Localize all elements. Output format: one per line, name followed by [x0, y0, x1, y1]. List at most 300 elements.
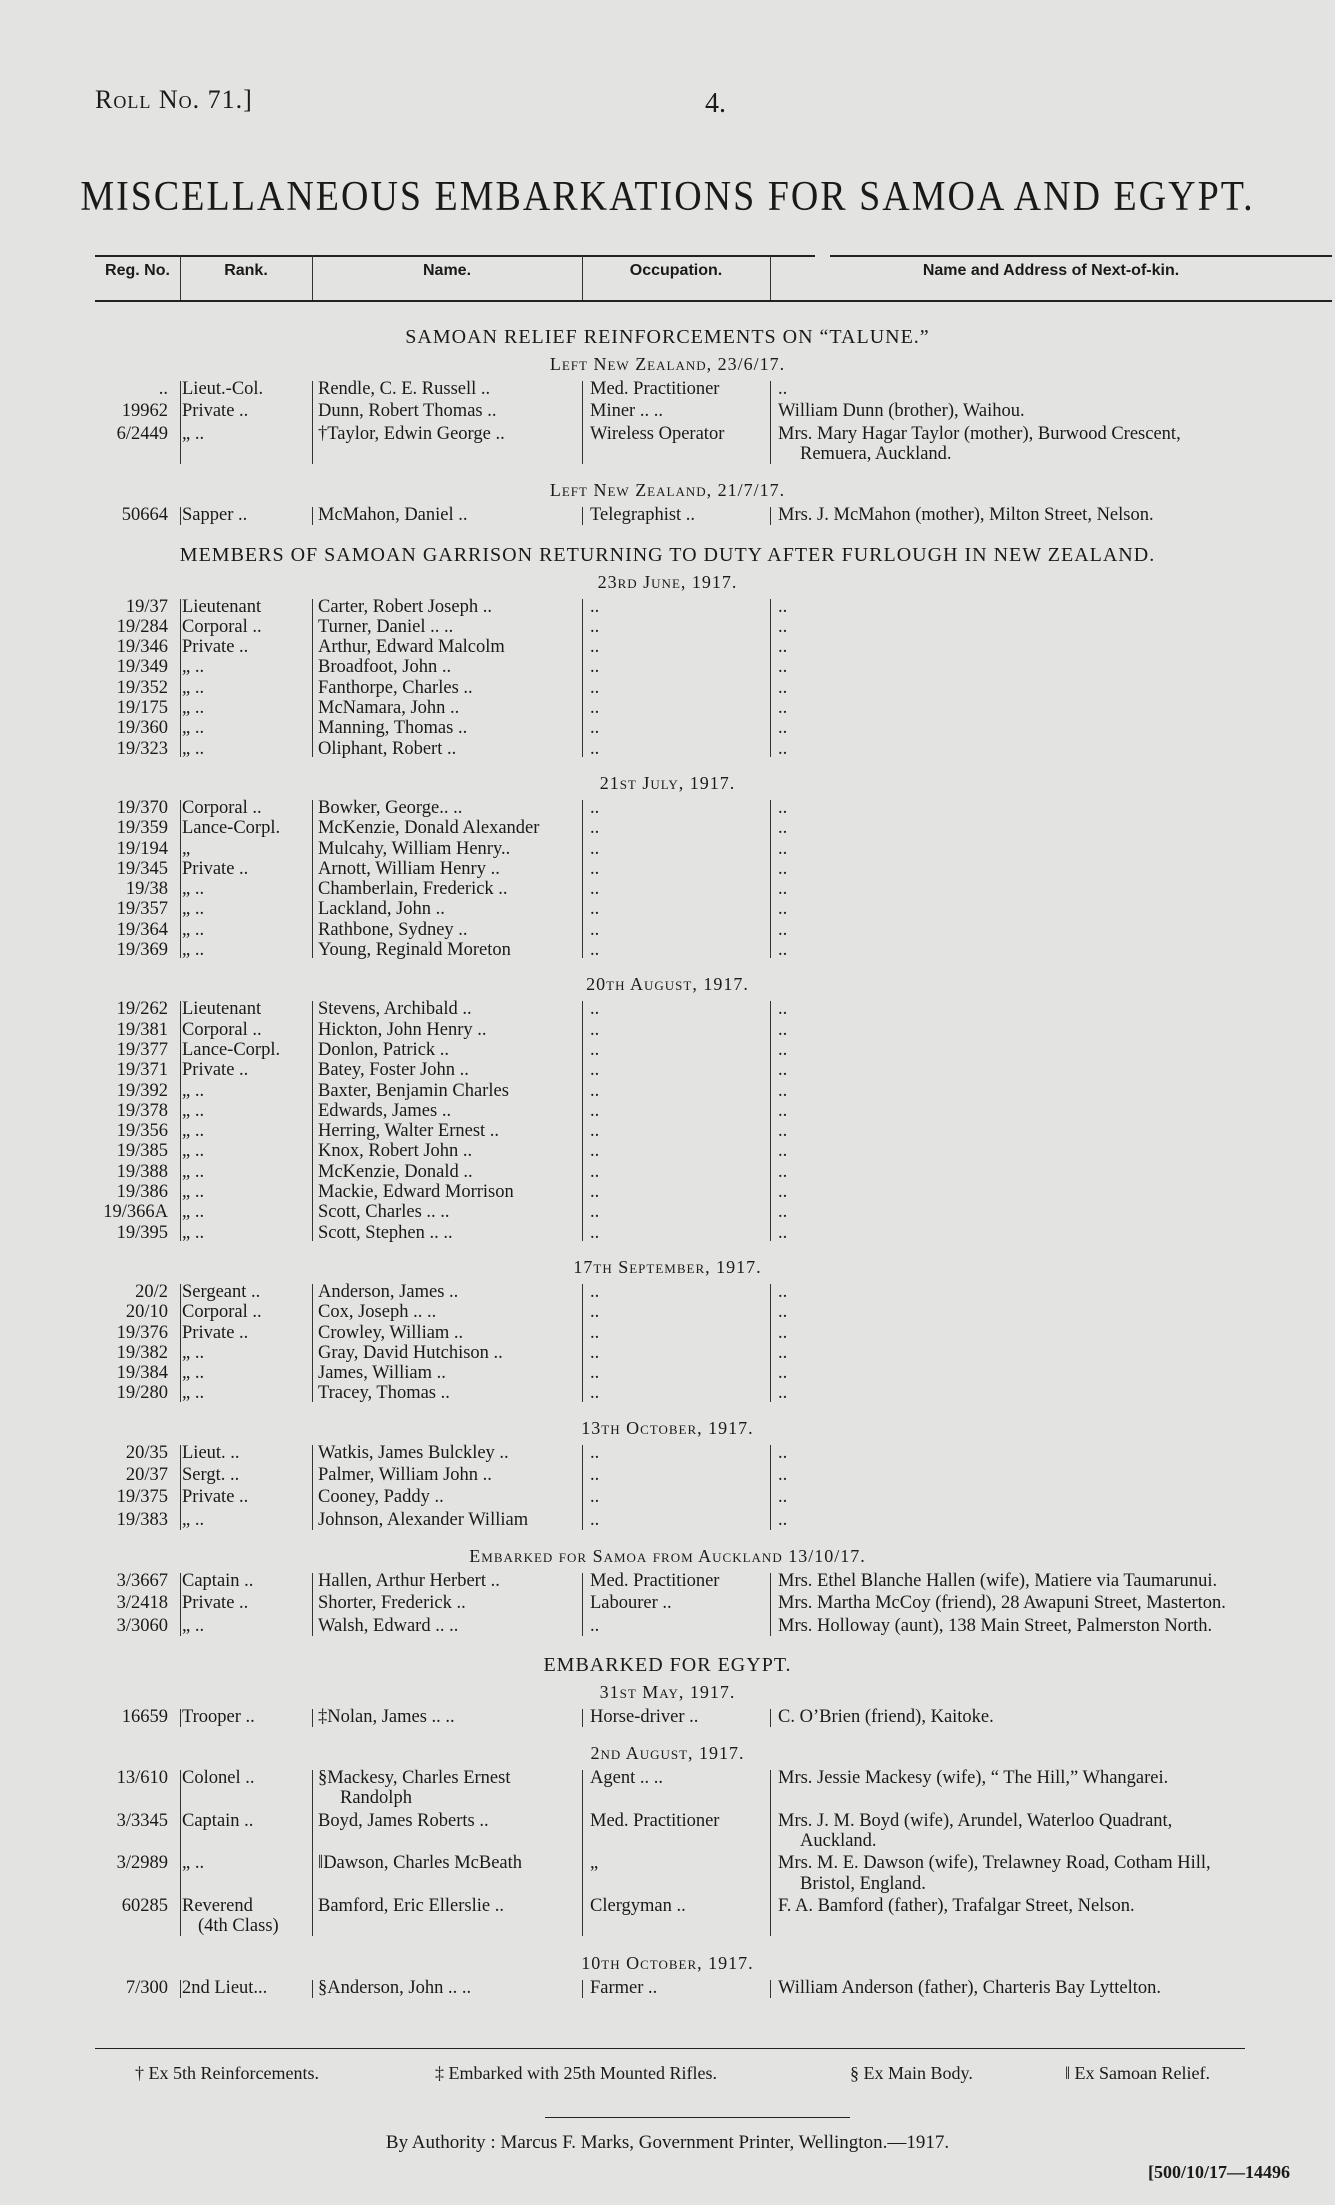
next-of-kin: ..	[778, 677, 788, 698]
next-of-kin: ..	[778, 379, 788, 399]
rank: „ ..	[182, 940, 205, 960]
reg-number: 19/371	[116, 1060, 168, 1081]
next-of-kin: ..	[778, 879, 788, 900]
column-divider	[180, 1770, 181, 1936]
column-header-name: Name.	[422, 262, 472, 279]
occupation: ..	[590, 1302, 600, 1323]
reg-number: 19/375	[116, 1487, 168, 1508]
column-header-reg-no: Reg. No.	[105, 262, 170, 279]
reg-number: 3/3060	[116, 1615, 168, 1636]
occupation: ..	[590, 919, 600, 940]
soldier-name: Chamberlain, Frederick ..	[318, 879, 508, 900]
reg-number: 7/300	[125, 1977, 168, 1998]
occupation: ..	[590, 1202, 600, 1223]
reg-number: 13/610	[116, 1768, 168, 1789]
date-subheading: Left New Zealand, 23/6/17.	[549, 354, 786, 374]
soldier-name: Young, Reginald Moreton	[318, 940, 511, 960]
next-of-kin: ..	[778, 1182, 788, 1202]
rank: Private ..	[182, 637, 249, 658]
column-divider	[582, 1980, 583, 1998]
rank: Captain ..	[182, 1570, 254, 1591]
column-divider	[582, 1770, 583, 1936]
soldier-name: Hallen, Arthur Herbert ..	[318, 1570, 500, 1591]
occupation: ..	[590, 1080, 600, 1101]
column-divider	[770, 1770, 771, 1936]
reg-number: 19/378	[116, 1100, 168, 1121]
rank: „ ..	[182, 698, 205, 718]
soldier-name: Crowley, William ..	[318, 1322, 464, 1343]
next-of-kin: C. O’Brien (friend), Kaitoke.	[778, 1706, 994, 1727]
rank: „ ..	[182, 677, 205, 698]
next-of-kin: F. A. Bamford (father), Trafalgar Street, Nelson.	[778, 1895, 1135, 1916]
occupation: ..	[590, 1342, 600, 1363]
section-heading: MEMBERS OF SAMOAN GARRISON RETURNING TO DUTY AFTER FURLOUGH IN NEW ZEALAND.	[179, 543, 1156, 566]
occupation: Telegraphist ..	[590, 505, 696, 526]
reg-number: 19/366A	[103, 1202, 168, 1223]
column-divider	[180, 1709, 181, 1727]
column-divider	[770, 1445, 771, 1530]
soldier-name: Manning, Thomas ..	[318, 718, 468, 739]
page-number: 4.	[705, 88, 726, 119]
reg-number: 19/392	[116, 1080, 168, 1101]
next-of-kin: ..	[778, 1442, 788, 1463]
rank: „ ..	[182, 1363, 205, 1384]
next-of-kin: ..	[778, 1080, 788, 1101]
soldier-name: Herring, Walter Ernest ..	[318, 1121, 500, 1142]
column-divider	[770, 507, 771, 525]
next-of-kin: ..	[778, 616, 788, 637]
soldier-name: Gray, David Hutchison ..	[318, 1342, 503, 1363]
occupation: ..	[590, 879, 600, 900]
column-divider	[312, 1980, 313, 1998]
soldier-name: Mulcahy, William Henry..	[318, 838, 511, 859]
soldier-name: Scott, Stephen .. ..	[318, 1222, 453, 1243]
soldier-name: Stevens, Archibald ..	[318, 999, 472, 1020]
occupation: ..	[590, 1487, 600, 1508]
next-of-kin: Mrs. J. M. Boyd (wife), Arundel, Waterloo Quadrant,	[778, 1810, 1173, 1831]
soldier-name: Lackland, John ..	[318, 899, 445, 920]
soldier-name: Cox, Joseph .. ..	[318, 1302, 437, 1323]
next-of-kin: ..	[778, 1487, 788, 1508]
column-divider	[770, 1001, 771, 1241]
column-divider	[180, 1284, 181, 1402]
column-divider	[312, 599, 313, 757]
soldier-name: †Taylor, Edwin George ..	[318, 423, 505, 444]
next-of-kin: ..	[778, 1202, 788, 1223]
soldier-name: Fanthorpe, Charles ..	[318, 677, 473, 698]
next-of-kin: ..	[778, 1100, 788, 1121]
date-subheading: 10th October, 1917.	[581, 1952, 754, 1973]
rank: Lieut.-Col.	[182, 379, 264, 399]
column-divider	[312, 1001, 313, 1241]
column-divider	[582, 800, 583, 958]
rank: „ ..	[182, 1222, 205, 1243]
reg-number: 20/2	[135, 1281, 168, 1302]
occupation: ..	[590, 1509, 600, 1530]
soldier-name: Tracey, Thomas ..	[318, 1383, 450, 1404]
soldier-name-continued: Randolph	[340, 1788, 412, 1809]
occupation: ..	[590, 657, 600, 678]
soldier-name: Carter, Robert Joseph ..	[318, 596, 492, 617]
date-subheading: 23rd June, 1917.	[597, 571, 738, 592]
soldier-name: Cooney, Paddy ..	[318, 1487, 444, 1508]
footnote-25th-mounted-rifles: ‡ Embarked with 25th Mounted Rifles.	[435, 2063, 717, 2083]
rank: „ ..	[182, 1141, 205, 1162]
reg-number: 50664	[121, 505, 168, 526]
next-of-kin: ..	[778, 1141, 788, 1162]
soldier-name: Dunn, Robert Thomas ..	[318, 401, 497, 422]
reg-number: 19/383	[116, 1509, 168, 1530]
soldier-name: Rendle, C. E. Russell ..	[318, 379, 491, 399]
occupation: ..	[590, 818, 600, 839]
roll-number: Roll No. 71.]	[95, 85, 253, 114]
occupation: ..	[590, 999, 600, 1020]
rank: Sapper ..	[182, 505, 248, 526]
rank: Captain ..	[182, 1810, 254, 1831]
rank: „ ..	[182, 1342, 205, 1363]
date-subheading: 20th August, 1917.	[586, 974, 749, 995]
next-of-kin: ..	[778, 1161, 788, 1182]
next-of-kin: ..	[778, 899, 788, 920]
next-of-kin: ..	[778, 940, 788, 960]
occupation: Horse-driver ..	[590, 1706, 699, 1727]
reg-number: ..	[158, 379, 168, 399]
column-divider	[312, 1284, 313, 1402]
soldier-name: Johnson, Alexander William	[318, 1509, 529, 1530]
rank: Lieut. ..	[182, 1442, 240, 1463]
soldier-name: ‡Nolan, James .. ..	[318, 1706, 455, 1727]
soldier-name: Donlon, Patrick ..	[318, 1039, 450, 1060]
soldier-name: James, William ..	[318, 1363, 446, 1384]
occupation: ..	[590, 1322, 600, 1343]
reg-number: 19/194	[116, 838, 168, 859]
column-divider	[180, 800, 181, 958]
rank: Private ..	[182, 1322, 249, 1343]
column-divider	[770, 800, 771, 958]
soldier-name: §Mackesy, Charles Ernest	[318, 1768, 511, 1789]
reg-number: 19962	[121, 401, 168, 422]
reg-number: 6/2449	[116, 423, 168, 444]
soldier-name: Walsh, Edward .. ..	[318, 1615, 459, 1636]
rank: Private ..	[182, 1487, 249, 1508]
occupation: ..	[590, 838, 600, 859]
next-of-kin: ..	[778, 797, 788, 818]
rank: „ ..	[182, 1615, 205, 1636]
column-divider	[180, 1445, 181, 1530]
rank: 2nd Lieut...	[182, 1977, 268, 1998]
date-subheading: Embarked for Samoa from Auckland 13/10/17.	[469, 1545, 866, 1566]
reg-number: 19/386	[116, 1182, 168, 1202]
next-of-kin: ..	[778, 838, 788, 859]
occupation: ..	[590, 1121, 600, 1142]
authority-rule	[545, 2117, 850, 2118]
column-divider	[312, 1573, 313, 1636]
reg-number: 19/395	[116, 1222, 168, 1243]
column-divider	[312, 381, 313, 464]
rank: Sergt. ..	[182, 1465, 240, 1485]
reg-number: 3/2418	[116, 1593, 168, 1614]
reg-number: 19/349	[116, 657, 168, 678]
soldier-name: McNamara, John ..	[318, 698, 460, 718]
reg-number: 60285	[121, 1895, 168, 1916]
rank: „ ..	[182, 1100, 205, 1121]
occupation: ..	[590, 1281, 600, 1302]
next-of-kin: ..	[778, 718, 788, 739]
soldier-name: Knox, Robert John ..	[318, 1141, 473, 1162]
rank: Lieutenant	[182, 596, 262, 617]
next-of-kin: ..	[778, 1121, 788, 1142]
reg-number: 20/37	[125, 1465, 168, 1485]
soldier-name: Broadfoot, John ..	[318, 657, 452, 678]
reg-number: 19/323	[116, 738, 168, 759]
column-header-occupation: Occupation.	[629, 262, 723, 279]
rank: „ ..	[182, 1202, 205, 1223]
next-of-kin: Mrs. M. E. Dawson (wife), Trelawney Road, Cotham Hill,	[778, 1853, 1211, 1874]
rank-continued: (4th Class)	[198, 1916, 279, 1937]
rank: „ ..	[182, 1853, 205, 1874]
rank: Corporal ..	[182, 1019, 262, 1040]
occupation: ..	[590, 1141, 600, 1162]
next-of-kin: Mrs. J. McMahon (mother), Milton Street, Nelson.	[778, 505, 1154, 526]
rank: Private ..	[182, 401, 249, 422]
column-divider	[770, 1980, 771, 1998]
header-rule-top-left	[95, 255, 815, 257]
occupation: ..	[590, 1465, 600, 1485]
soldier-name: Turner, Daniel .. ..	[318, 616, 454, 637]
reg-number: 19/352	[116, 677, 168, 698]
soldier-name: ‖Dawson, Charles McBeath	[318, 1853, 523, 1874]
reg-number: 3/2989	[116, 1853, 168, 1874]
rank: „	[182, 838, 191, 859]
soldier-name: Batey, Foster John ..	[318, 1060, 469, 1081]
rank: Private ..	[182, 1593, 249, 1614]
rank: Corporal ..	[182, 616, 262, 637]
next-of-kin: ..	[778, 1383, 788, 1404]
occupation: „	[590, 1853, 599, 1874]
date-subheading: 31st May, 1917.	[599, 1681, 736, 1702]
header-rule-bottom	[95, 300, 1332, 302]
rank: Private ..	[182, 858, 249, 879]
next-of-kin: ..	[778, 1363, 788, 1384]
column-divider	[582, 1573, 583, 1636]
reg-number: 19/262	[116, 999, 168, 1020]
next-of-kin: ..	[778, 1060, 788, 1081]
column-divider	[180, 1980, 181, 1998]
rank: Lieutenant	[182, 999, 262, 1020]
occupation: ..	[590, 797, 600, 818]
occupation: ..	[590, 596, 600, 617]
next-of-kin: ..	[778, 637, 788, 658]
occupation: ..	[590, 1442, 600, 1463]
rank: Lance-Corpl.	[182, 1039, 281, 1060]
next-of-kin: ..	[778, 1039, 788, 1060]
column-divider	[770, 599, 771, 757]
reg-number: 19/364	[116, 919, 168, 940]
next-of-kin: ..	[778, 858, 788, 879]
next-of-kin: William Dunn (brother), Waihou.	[778, 401, 1025, 422]
soldier-name: Arnott, William Henry ..	[318, 858, 500, 879]
column-divider	[582, 507, 583, 525]
soldier-name: Anderson, James ..	[318, 1281, 459, 1302]
print-code: [500/10/17—14496	[1148, 2162, 1290, 2182]
occupation: ..	[590, 1363, 600, 1384]
soldier-name: Scott, Charles .. ..	[318, 1202, 450, 1223]
rank: Reverend	[182, 1895, 253, 1916]
column-divider	[770, 1709, 771, 1727]
reg-number: 19/38	[125, 879, 168, 900]
rank: Corporal ..	[182, 797, 262, 818]
next-of-kin: ..	[778, 1302, 788, 1323]
soldier-name: Baxter, Benjamin Charles	[318, 1080, 509, 1101]
reg-number: 19/284	[116, 616, 168, 637]
section-heading: SAMOAN RELIEF REINFORCEMENTS ON “TALUNE.”	[405, 326, 930, 348]
occupation: ..	[590, 1039, 600, 1060]
occupation: Agent .. ..	[590, 1768, 663, 1789]
soldier-name: §Anderson, John .. ..	[318, 1977, 472, 1998]
rank: „ ..	[182, 879, 205, 900]
next-of-kin: ..	[778, 1222, 788, 1243]
soldier-name: Boyd, James Roberts ..	[318, 1810, 489, 1831]
occupation: Med. Practitioner	[590, 1570, 720, 1591]
occupation: ..	[590, 899, 600, 920]
rank: Lance-Corpl.	[182, 818, 281, 839]
rank: „ ..	[182, 657, 205, 678]
reg-number: 19/369	[116, 940, 168, 960]
next-of-kin: William Anderson (father), Charteris Bay Lyttelton.	[778, 1977, 1162, 1998]
column-header-rank: Rank.	[224, 262, 268, 279]
reg-number: 19/382	[116, 1342, 168, 1363]
soldier-name: Arthur, Edward Malcolm	[318, 637, 505, 658]
occupation: Labourer ..	[590, 1593, 672, 1614]
footnote-rule	[95, 2048, 1245, 2049]
soldier-name: Shorter, Frederick ..	[318, 1593, 466, 1614]
reg-number: 19/280	[116, 1383, 168, 1404]
rank: Corporal ..	[182, 1302, 262, 1323]
reg-number: 19/384	[116, 1363, 168, 1384]
occupation: ..	[590, 637, 600, 658]
next-of-kin-continued: Auckland.	[800, 1831, 877, 1851]
column-divider	[770, 1573, 771, 1636]
soldier-name: Bamford, Eric Ellerslie ..	[318, 1895, 504, 1916]
next-of-kin: Mrs. Ethel Blanche Hallen (wife), Matiere via Taumarunui.	[778, 1570, 1218, 1591]
column-divider	[582, 1001, 583, 1241]
rank: „ ..	[182, 899, 205, 920]
column-divider	[180, 1573, 181, 1636]
next-of-kin: ..	[778, 698, 788, 718]
rank: „ ..	[182, 718, 205, 739]
column-divider	[312, 507, 313, 525]
next-of-kin: ..	[778, 596, 788, 617]
date-subheading: Left New Zealand, 21/7/17.	[549, 480, 786, 501]
rank: „ ..	[182, 919, 205, 940]
reg-number: 19/376	[116, 1322, 168, 1343]
next-of-kin: ..	[778, 1019, 788, 1040]
soldier-name: Watkis, James Bulckley ..	[318, 1442, 509, 1463]
soldier-name: Hickton, John Henry ..	[318, 1019, 487, 1040]
next-of-kin: ..	[778, 738, 788, 759]
reg-number: 19/381	[116, 1019, 168, 1040]
reg-number: 19/175	[116, 698, 168, 718]
rank: Trooper ..	[182, 1706, 255, 1727]
reg-number: 20/10	[125, 1302, 168, 1323]
occupation: ..	[590, 698, 600, 718]
reg-number: 3/3345	[116, 1810, 168, 1831]
section-heading: EMBARKED FOR EGYPT.	[543, 1653, 792, 1676]
next-of-kin: Mrs. Martha McCoy (friend), 28 Awapuni Street, Masterton.	[778, 1593, 1226, 1614]
next-of-kin-continued: Bristol, England.	[800, 1873, 926, 1894]
reg-number: 19/360	[116, 718, 168, 739]
next-of-kin: ..	[778, 1342, 788, 1363]
reg-number: 19/370	[116, 797, 168, 818]
footnote-ex-5th-reinforcements: † Ex 5th Reinforcements.	[135, 2063, 319, 2083]
column-divider	[770, 1284, 771, 1402]
occupation: ..	[590, 1182, 600, 1202]
column-header-next-of-kin: Name and Address of Next-of-kin.	[922, 262, 1180, 279]
next-of-kin: ..	[778, 1322, 788, 1343]
next-of-kin: ..	[778, 999, 788, 1020]
reg-number: 19/37	[125, 596, 168, 617]
column-divider	[180, 381, 181, 464]
rank: „ ..	[182, 1161, 205, 1182]
occupation: Med. Practitioner	[590, 1810, 720, 1831]
date-subheading: 17th September, 1917.	[573, 1256, 762, 1277]
date-subheading: 21st July, 1917.	[599, 772, 736, 793]
column-divider	[180, 599, 181, 757]
next-of-kin: Mrs. Holloway (aunt), 138 Main Street, Palmerston North.	[778, 1615, 1213, 1636]
occupation: Miner .. ..	[590, 401, 663, 422]
next-of-kin-continued: Remuera, Auckland.	[800, 443, 952, 464]
occupation: Farmer ..	[590, 1977, 658, 1998]
occupation: Clergyman ..	[590, 1895, 686, 1916]
column-divider	[582, 1284, 583, 1402]
soldier-name: Mackie, Edward Morrison	[318, 1182, 514, 1202]
rank: „ ..	[182, 1182, 205, 1202]
reg-number: 19/377	[116, 1039, 168, 1060]
soldier-name: Edwards, James ..	[318, 1100, 452, 1121]
occupation: Med. Practitioner	[590, 379, 720, 399]
next-of-kin: ..	[778, 919, 788, 940]
reg-number: 19/345	[116, 858, 168, 879]
occupation: ..	[590, 1100, 600, 1121]
soldier-name: Oliphant, Robert ..	[318, 738, 457, 759]
occupation: ..	[590, 718, 600, 739]
footnote-ex-main-body: § Ex Main Body.	[850, 2063, 973, 2083]
next-of-kin: Mrs. Mary Hagar Taylor (mother), Burwood Crescent,	[778, 423, 1181, 444]
rank: „ ..	[182, 1383, 205, 1404]
date-subheading: 13th October, 1917.	[581, 1417, 754, 1438]
reg-number: 19/359	[116, 818, 168, 839]
column-divider	[582, 381, 583, 464]
column-divider	[312, 1445, 313, 1530]
rank: „ ..	[182, 738, 205, 759]
rank: Private ..	[182, 1060, 249, 1081]
soldier-name: McKenzie, Donald ..	[318, 1161, 473, 1182]
soldier-name: McMahon, Daniel ..	[318, 505, 468, 526]
next-of-kin: Mrs. Jessie Mackesy (wife), “ The Hill,” Whangarei.	[778, 1768, 1169, 1789]
reg-number: 19/346	[116, 637, 168, 658]
rank: Colonel ..	[182, 1768, 255, 1789]
occupation: ..	[590, 1060, 600, 1081]
occupation: ..	[590, 858, 600, 879]
column-divider	[180, 507, 181, 525]
reg-number: 20/35	[125, 1442, 168, 1463]
rank: „ ..	[182, 1121, 205, 1142]
occupation: ..	[590, 677, 600, 698]
rank: „ ..	[182, 1509, 205, 1530]
date-subheading: 2nd August, 1917.	[590, 1743, 745, 1764]
soldier-name: McKenzie, Donald Alexander	[318, 818, 540, 839]
column-divider	[582, 599, 583, 757]
